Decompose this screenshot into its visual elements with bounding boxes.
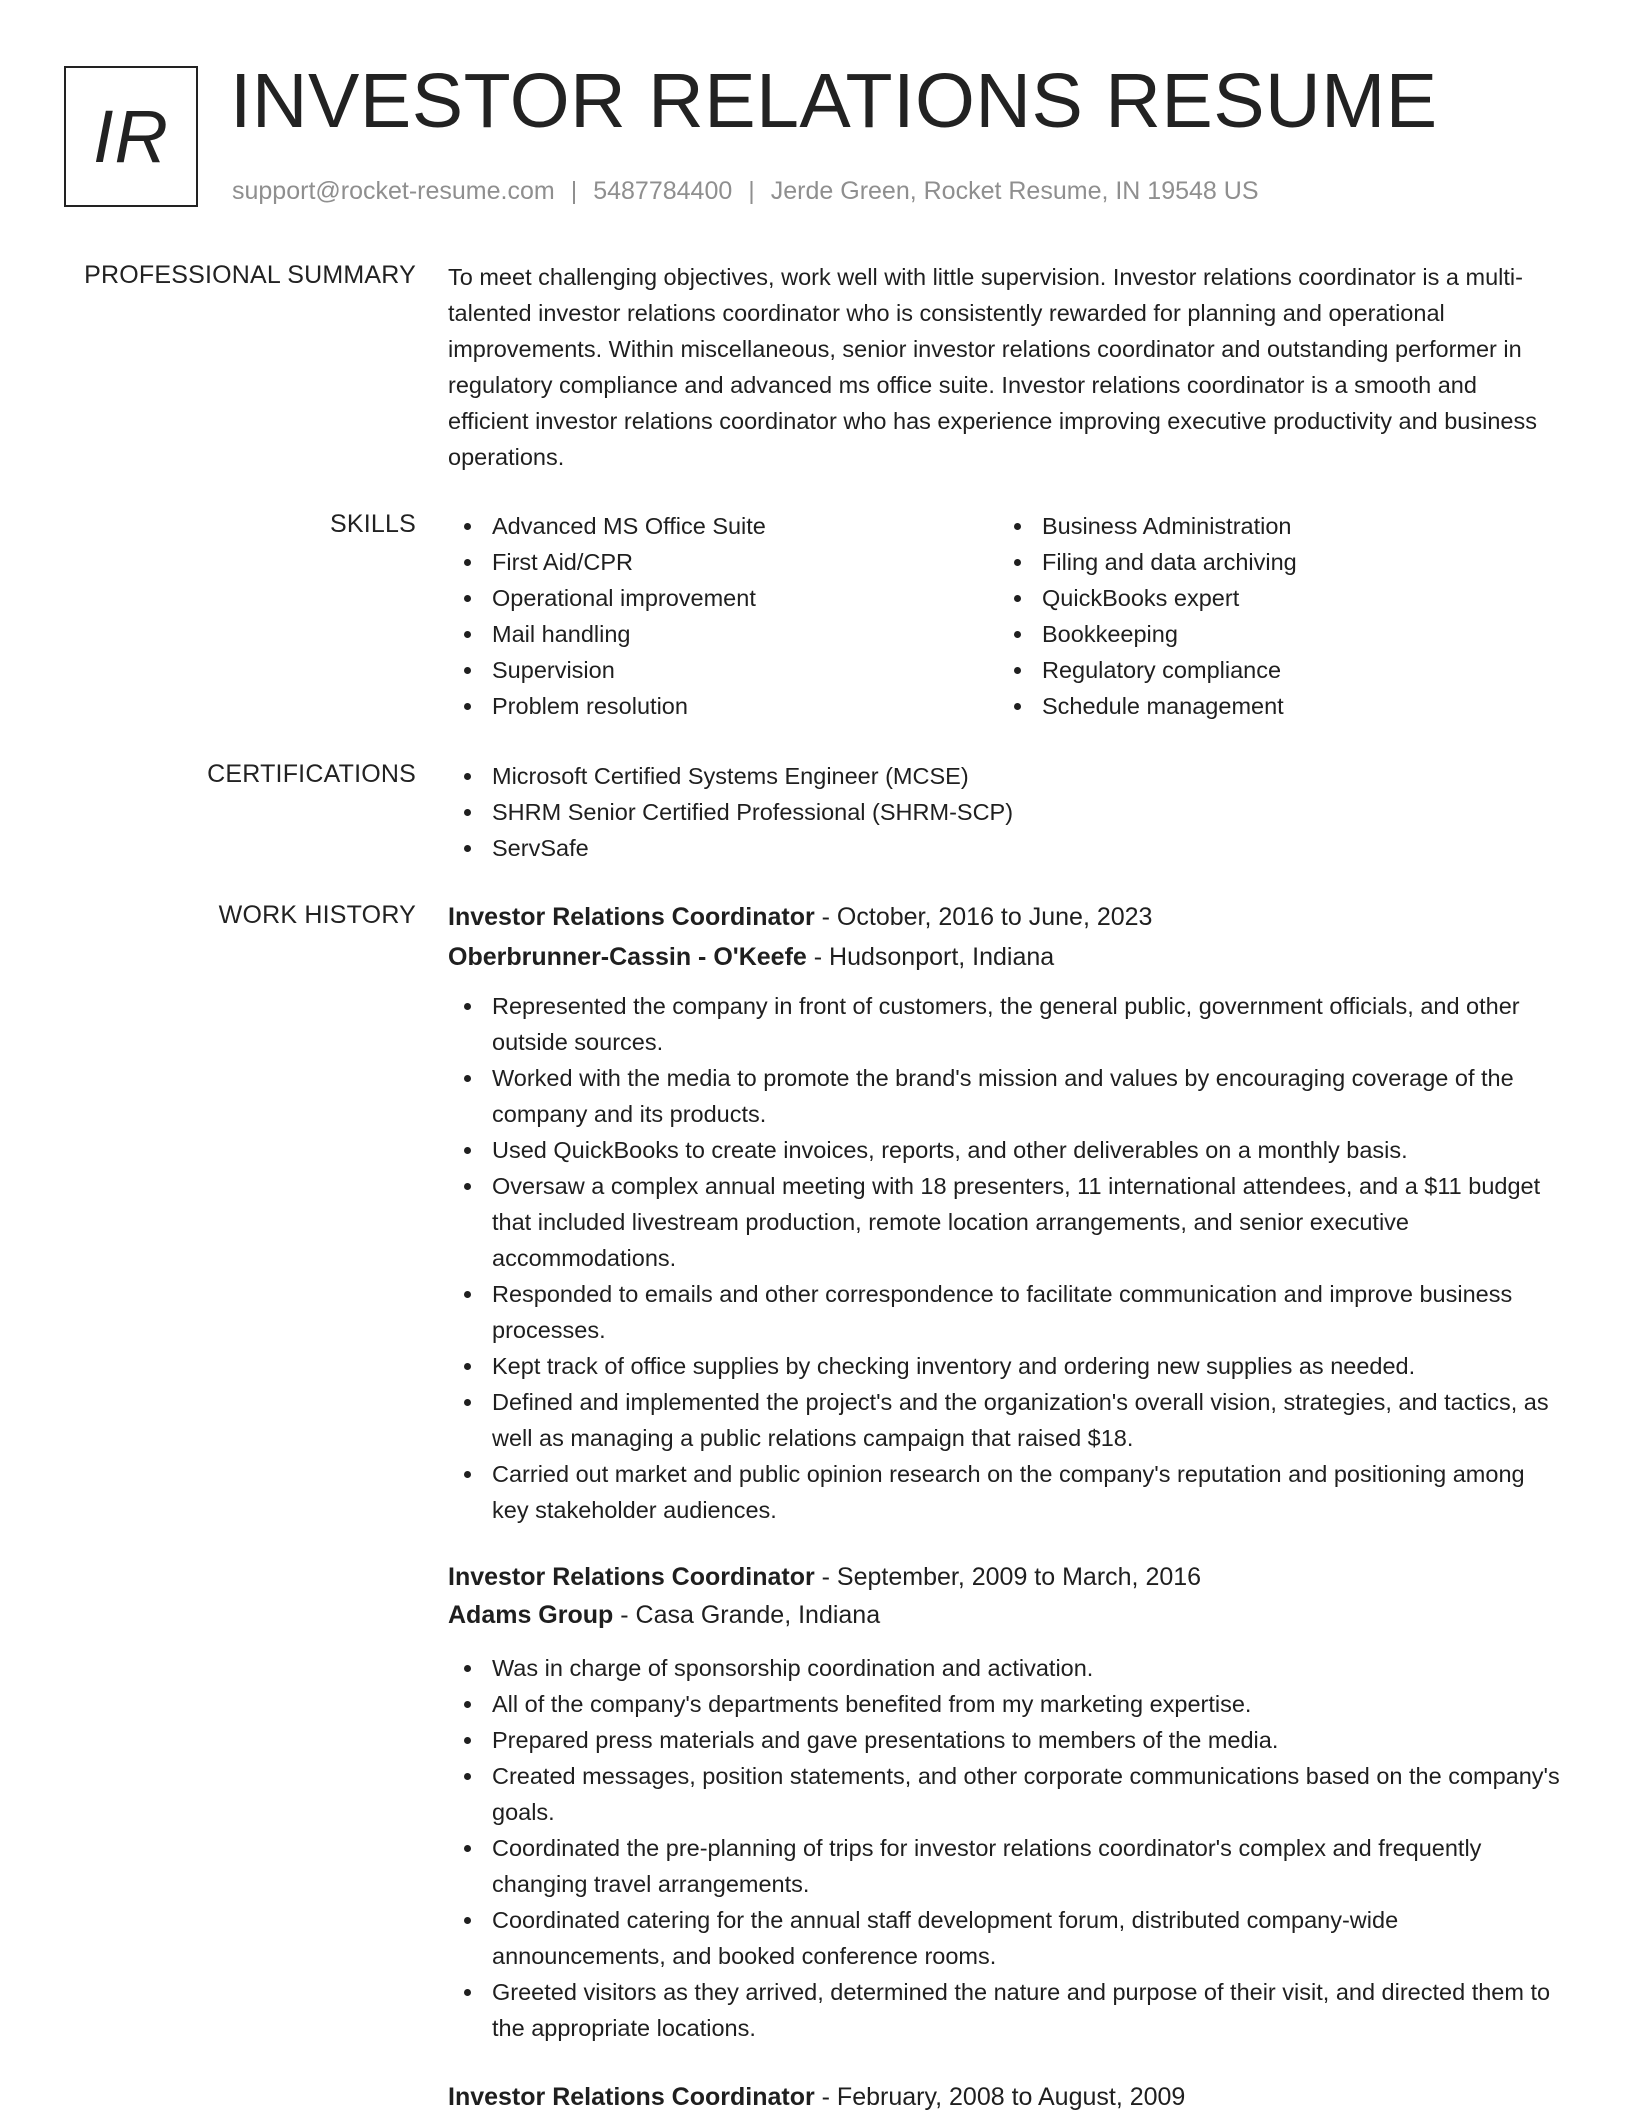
job-dates: - February, 2008 to August, 2009 [814, 2083, 1186, 2111]
resume-title: INVESTOR RELATIONS RESUME [230, 58, 1438, 144]
job-title: Investor Relations Coordinator [448, 2083, 815, 2111]
job-location: - Casa Grande, Indiana [613, 1601, 881, 1629]
job-company: Oberbrunner-Cassin - O'Keefe [448, 943, 807, 971]
list-item: SHRM Senior Certified Professional (SHRM-SCP) [492, 794, 1560, 830]
list-item: Oversaw a complex annual meeting with 18 presenters, 11 international attendees, and a $11 budget that included livestream production, remote location arrangements, and senior executive accommodations. [492, 1168, 1560, 1276]
contact-email[interactable]: support@rocket-resume.com [232, 177, 555, 205]
job-title-line [448, 2080, 1560, 2112]
job-title-line [448, 900, 1560, 934]
list-item: Created messages, position statements, and other corporate communications based on the company's goals. [492, 1758, 1560, 1830]
list-item: Prepared press materials and gave presentations to members of the media. [492, 1722, 1560, 1758]
certifications-body [448, 758, 1560, 866]
job-dates: - October, 2016 to June, 2023 [814, 903, 1153, 931]
list-item: Schedule management [1042, 688, 1548, 724]
list-item: Responded to emails and other correspondence to facilitate communication and improve business processes. [492, 1276, 1560, 1348]
list-item: Carried out market and public opinion research on the company's reputation and positioning among key stakeholder audiences. [492, 1456, 1560, 1528]
monogram-logo: IR [64, 66, 198, 207]
skills-body [448, 508, 1560, 724]
skills-heading: SKILLS [330, 510, 416, 538]
contact-separator: | [570, 177, 578, 205]
list-item: All of the company's departments benefited from my marketing expertise. [492, 1686, 1560, 1722]
job-company-line [448, 1598, 1560, 1632]
job-title: Investor Relations Coordinator [448, 903, 815, 931]
job-location: - Hudsonport, Indiana [806, 943, 1055, 971]
list-item: Supervision [492, 652, 998, 688]
list-item: Problem resolution [492, 688, 998, 724]
job-entry [448, 2080, 1560, 2112]
contact-line [232, 176, 1259, 206]
list-item: Mail handling [492, 616, 998, 652]
skills-list-right [998, 508, 1548, 724]
contact-separator: | [748, 177, 755, 205]
certifications-heading: CERTIFICATIONS [207, 760, 416, 788]
work-history-heading: WORK HISTORY [218, 901, 416, 929]
list-item: ServSafe [492, 830, 1560, 866]
list-item: Used QuickBooks to create invoices, reports, and other deliverables on a monthly basis. [492, 1132, 1560, 1168]
list-item: Was in charge of sponsorship coordination and activation. [492, 1650, 1560, 1686]
list-item: Business Administration [1042, 508, 1548, 544]
job-entry [448, 1560, 1560, 2046]
job-company: Adams Group [448, 1601, 614, 1629]
contact-phone[interactable]: 5487784400 [593, 177, 733, 205]
summary-body [448, 259, 1560, 475]
list-item: First Aid/CPR [492, 544, 998, 580]
list-item: Microsoft Certified Systems Engineer (MCSE) [492, 758, 1560, 794]
list-item: Greeted visitors as they arrived, determined the nature and purpose of their visit, and directed them to the appropriate locations. [492, 1974, 1560, 2046]
list-item: Worked with the media to promote the brand's mission and values by encouraging coverage of the company and its products. [492, 1060, 1560, 1132]
list-item: Kept track of office supplies by checking inventory and ordering new supplies as needed. [492, 1348, 1560, 1384]
job-dates: - September, 2009 to March, 2016 [814, 1563, 1202, 1591]
job-company-line [448, 940, 1560, 974]
certifications-list [448, 758, 1560, 866]
work-history-body [448, 900, 1560, 2112]
summary-heading: PROFESSIONAL SUMMARY [84, 261, 416, 289]
job-title-line [448, 1560, 1560, 1594]
list-item: Filing and data archiving [1042, 544, 1548, 580]
list-item: QuickBooks expert [1042, 580, 1548, 616]
job-entry [448, 900, 1560, 1528]
job-bullet-list [448, 1650, 1560, 2046]
list-item: Represented the company in front of customers, the general public, government officials, and other outside sources. [492, 988, 1560, 1060]
summary-text: To meet challenging objectives, work well with little supervision. Investor relations coordinator is a multi-talented investor relations coordinator who is consistently rewarded for planning and operational improvements. Within miscellaneous, senior investor relations coordinator and outstanding performer in regulatory compliance and advanced ms office suite. Investor relations coordinator is a smooth and efficient investor relations coordinator who has experience improving executive productivity and business operations. [448, 264, 1537, 470]
list-item: Bookkeeping [1042, 616, 1548, 652]
list-item: Regulatory compliance [1042, 652, 1548, 688]
list-item: Defined and implemented the project's and the organization's overall vision, strategies, and tactics, as well as managing a public relations campaign that raised $18. [492, 1384, 1560, 1456]
skills-grid [448, 508, 1560, 724]
job-bullet-list [448, 988, 1560, 1528]
job-title: Investor Relations Coordinator [448, 1563, 815, 1591]
contact-address: Jerde Green, Rocket Resume, IN 19548 US [770, 177, 1259, 205]
list-item: Coordinated the pre-planning of trips for investor relations coordinator's complex and frequently changing travel arrangements. [492, 1830, 1560, 1902]
list-item: Operational improvement [492, 580, 998, 616]
list-item: Coordinated catering for the annual staff development forum, distributed company-wide announcements, and booked conference rooms. [492, 1902, 1560, 1974]
skills-list-left [448, 508, 998, 724]
list-item: Advanced MS Office Suite [492, 508, 998, 544]
